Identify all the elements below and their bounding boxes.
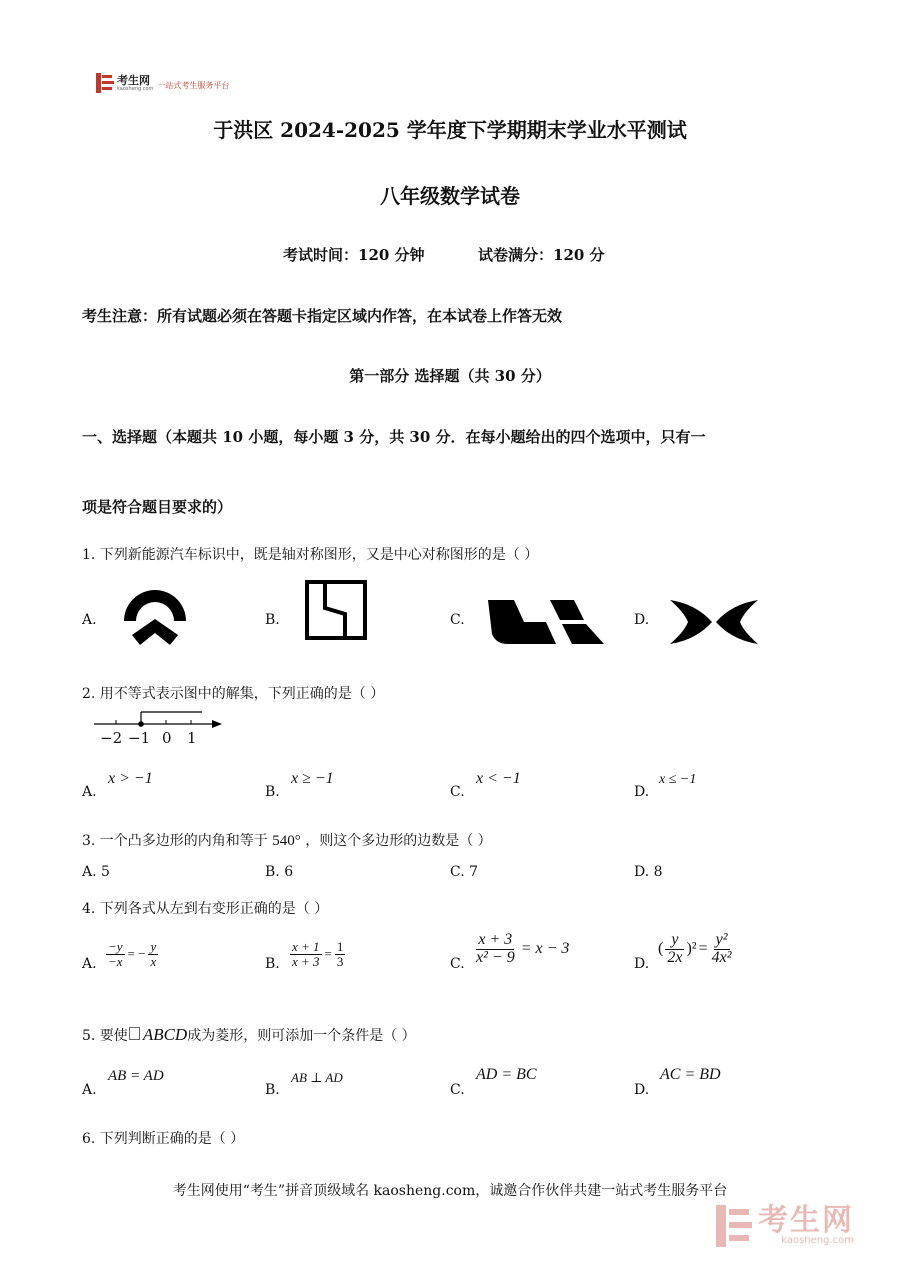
fraction-numerator: x + 1: [292, 939, 320, 954]
exam-score: 试卷满分：120 分: [478, 246, 605, 264]
q3-option-a-letter: A.: [82, 864, 97, 880]
question-3-stem-prefix: 3. 一个凸多边形的内角和等于: [82, 833, 268, 849]
q3-option-c: [450, 864, 478, 880]
q5-option-d-letter: D.: [634, 1082, 650, 1098]
q2-option-d-text: x ≤ −1: [659, 772, 697, 787]
question-6-stem: 6. 下列判断正确的是（ ）: [82, 1131, 245, 1147]
site-logo: [96, 72, 229, 94]
question-3-stem-suffix: ，则这个多边形的边数是（ ）: [305, 833, 492, 849]
question-5-stem-suffix: 成为菱形，则可添加一个条件是（ ）: [187, 1028, 416, 1044]
q5-option-b-letter: B.: [265, 1082, 280, 1098]
q2-option-a-text: x > −1: [108, 770, 153, 787]
exam-subtitle: 八年级数学试卷: [380, 184, 520, 208]
question-5-stem-prefix: 5. 要使: [82, 1028, 128, 1044]
number-line-label: 1: [187, 729, 197, 747]
q4-option-b-letter: B.: [265, 956, 280, 972]
q3-option-a: [82, 864, 110, 880]
q3-option-a-text: 5: [101, 864, 110, 880]
watermark-domain: kaosheng.com: [781, 1235, 854, 1246]
q1-option-c-letter: C.: [450, 612, 465, 628]
q2-option-c-text: x < −1: [476, 770, 521, 787]
q1-option-b-logo-icon: [305, 580, 369, 646]
question-5-stem: [82, 1025, 416, 1045]
q5-option-d-text: AC = BD: [660, 1066, 721, 1083]
q1-option-d-letter: D.: [634, 612, 650, 628]
q5-option-c-text: AD = BC: [476, 1066, 537, 1083]
fraction-denominator: −x: [108, 953, 123, 969]
logo-name: 考生网: [117, 73, 150, 87]
logo-domain: kaosheng.com: [117, 85, 154, 92]
fraction-denominator: 3: [336, 953, 344, 969]
q3-option-d: [634, 864, 663, 880]
fraction-numerator: y²: [715, 931, 728, 948]
section-instructions-line2: 项是符合题目要求的）: [82, 498, 233, 516]
fraction-denominator: 4x²: [711, 948, 732, 966]
fraction-numerator: x + 3: [478, 931, 513, 948]
watermark-logo-icon: [716, 1205, 752, 1247]
q5-option-b-text: AB ⊥ AD: [291, 1070, 343, 1085]
formula-rhs: = x − 3: [520, 940, 570, 958]
q1-option-d-logo-icon: [668, 598, 760, 650]
question-2-stem: 2. 用不等式表示图中的解集，下列正确的是（ ）: [82, 686, 385, 702]
paren-open: (: [658, 940, 664, 958]
fraction-denominator: x: [150, 953, 157, 969]
q3-option-d-text: 8: [653, 864, 663, 880]
fraction-numerator: 1: [336, 939, 344, 954]
q2-option-d-letter: D.: [634, 784, 650, 800]
question-4-stem: 4. 下列各式从左到右变形正确的是（ ）: [82, 901, 329, 917]
number-line-label: −2: [100, 729, 123, 747]
paren-close-squared: )²: [686, 940, 697, 958]
exam-notice: 考生注意：所有试题必须在答题卡指定区域内作答，在本试卷上作答无效: [82, 307, 563, 325]
question-3-stem: [82, 830, 492, 850]
section-instructions-line1: 一、选择题（本题共 10 小题，每小题 3 分，共 30 分．在每小题给出的四个选项中，只有一: [82, 428, 706, 446]
q3-option-d-letter: D.: [634, 864, 650, 880]
q4-option-a-formula: [106, 940, 158, 968]
q3-option-b-text: 6: [284, 864, 294, 880]
equals-sign: =: [698, 940, 708, 958]
fraction-numerator: y: [150, 939, 157, 954]
equals-sign: =: [324, 946, 332, 962]
q4-option-d-letter: D.: [634, 956, 650, 972]
q1-option-c-logo-icon: [486, 598, 606, 650]
fraction-denominator: 2x: [667, 948, 683, 966]
number-line-label: 0: [162, 729, 172, 747]
fraction-numerator: y: [671, 931, 679, 948]
number-line-label: −1: [128, 729, 151, 747]
q2-option-b-text: x ≥ −1: [291, 770, 334, 787]
q2-option-c-letter: C.: [450, 784, 465, 800]
kaosheng-logo-icon: [96, 73, 114, 93]
exam-title: 于洪区 2024-2025 学年度下学期期末学业水平测试: [213, 118, 687, 142]
fraction-numerator: −y: [108, 939, 123, 954]
q2-option-a-letter: A.: [82, 784, 97, 800]
q4-option-d-formula: [658, 932, 734, 967]
q4-option-b-formula: [290, 940, 345, 968]
q5-option-a-letter: A.: [82, 1082, 97, 1098]
question-3-stem-math: 540°: [272, 833, 301, 849]
q1-option-a-letter: A.: [82, 612, 97, 628]
q1-option-b-letter: B.: [265, 612, 280, 628]
q3-option-c-letter: C.: [450, 864, 465, 880]
fraction-denominator: x² − 9: [476, 948, 515, 966]
q2-option-b-letter: B.: [265, 784, 280, 800]
q5-option-c-letter: C.: [450, 1082, 465, 1098]
q3-option-b: [265, 864, 293, 880]
q3-option-b-letter: B.: [265, 864, 280, 880]
exam-time: 考试时间：120 分钟: [283, 246, 425, 264]
q4-option-c-formula: [474, 932, 569, 967]
page-footer: 考生网使用“考生”拼音顶级域名 kaosheng.com，诚邀合作伙伴共建一站式考生服务平台: [172, 1183, 728, 1199]
q1-option-a-logo-icon: [120, 585, 190, 651]
watermark: [716, 1205, 854, 1247]
parallelogram-symbol-icon: [129, 1027, 140, 1040]
q4-option-c-letter: C.: [450, 956, 465, 972]
part-title: 第一部分 选择题（共 30 分）: [349, 367, 551, 385]
fraction-denominator: x + 3: [292, 953, 320, 969]
question-5-stem-math: ABCD: [142, 1025, 188, 1044]
equals-sign: = −: [127, 946, 146, 962]
q3-option-c-text: 7: [469, 864, 479, 880]
q5-option-a-text: AB = AD: [108, 1068, 164, 1084]
question-1-stem: 1. 下列新能源汽车标识中，既是轴对称图形，又是中心对称图形的是（ ）: [82, 547, 539, 563]
q4-option-a-letter: A.: [82, 956, 97, 972]
logo-slogan: 一站式考生服务平台: [157, 80, 230, 90]
watermark-name: 考生网: [758, 1203, 854, 1238]
